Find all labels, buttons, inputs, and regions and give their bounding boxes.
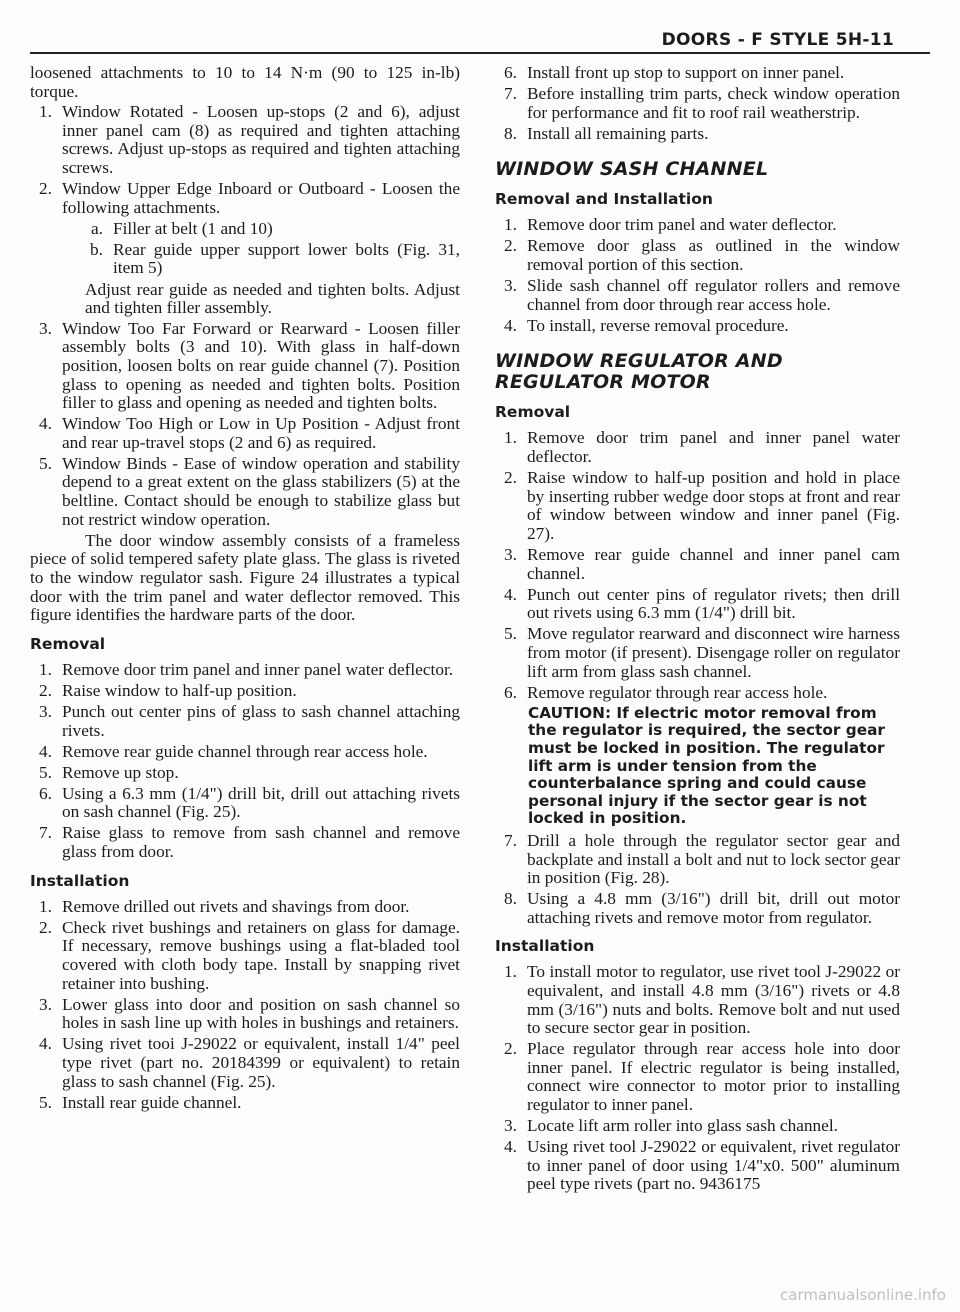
- list-item-text: To install, reverse removal procedure.: [527, 315, 789, 335]
- list-item-text: Before installing trim parts, check window operation for performance and fit to roof rail weatherstrip.: [527, 84, 900, 122]
- list-item: [495, 832, 900, 888]
- list-item-number: b.: [90, 239, 103, 259]
- list-item-number: 1.: [39, 102, 52, 122]
- list-item-text: Raise glass to remove from sash channel and remove glass from door.: [62, 823, 460, 862]
- list-item: [495, 1138, 900, 1194]
- list-item-text: Check rivet bushings and retainers on glass for damage. If necessary, remove bushings using a flat-bladed tool covered with cloth body tape. Install by snapping rivet retainer into bushing.: [62, 917, 460, 993]
- list-item-text: Window Rotated - Loosen up-stops (2 and 6), adjust inner panel cam (8) as required and tighten attaching screws. Adjust up-stops as required and tighten attaching screws.: [62, 102, 460, 177]
- list-item-text: Install all remaining parts.: [527, 123, 709, 143]
- list-item-number: a.: [91, 218, 103, 238]
- list-item-text: Place regulator through rear access hole into door inner panel. If electric regulator is being installed, connect wire connector to motor prior to installing regulator to inner panel.: [527, 1039, 900, 1115]
- list-item-number: 3.: [39, 318, 52, 338]
- install-continued-list: [495, 64, 900, 143]
- list-item: [495, 890, 900, 927]
- list-item-number: 1.: [504, 962, 517, 982]
- list-item: [30, 180, 460, 217]
- list-item-number: 8.: [504, 123, 517, 143]
- list-item: [495, 429, 900, 466]
- list-item-text: Remove door trim panel and inner panel water deflector.: [62, 659, 454, 679]
- list-item-number: 4.: [39, 414, 52, 434]
- list-item: [30, 682, 460, 701]
- list-item-text: Using rivet tool J-29022 or equivalent, rivet regulator to inner panel of door using 1/4"x0. 500" aluminum peel type rivets (part no. 9436175: [527, 1137, 900, 1194]
- regulator-installation-list: [495, 963, 900, 1194]
- list-item: [30, 919, 460, 993]
- left-column: [30, 64, 460, 1115]
- regulator-removal-list-2: [495, 832, 900, 927]
- list-item: [495, 625, 900, 681]
- list-item: [63, 220, 460, 239]
- list-item: [30, 764, 460, 783]
- list-item-number: 1.: [504, 215, 517, 235]
- right-column: [495, 64, 900, 1197]
- list-item-text: Install front up stop to support on inner panel.: [527, 63, 845, 82]
- regulator-heading: WINDOW REGULATOR AND REGULATOR MOTOR: [495, 350, 783, 394]
- list-item-number: 7.: [504, 830, 517, 850]
- list-item-number: 3.: [39, 994, 52, 1014]
- list-item-text: Raise window to half-up position.: [62, 680, 297, 700]
- list-item-text: Filler at belt (1 and 10): [113, 218, 273, 238]
- list-item-text: Remove door glass as outlined in the window removal portion of this section.: [527, 236, 900, 275]
- list-item: [495, 1117, 900, 1136]
- page-title: DOORS - F STYLE 5H-11: [661, 30, 894, 50]
- list-item-number: 5.: [39, 762, 52, 782]
- list-item: [63, 241, 460, 278]
- list-item-text: Remove drilled out rivets and shavings from door.: [62, 896, 410, 916]
- list-item-text: Move regulator rearward and disconnect wire harness from motor (if present). Disengage roller on regulator lift arm from glass sash channel.: [527, 624, 900, 681]
- list-item-text: Using rivet tooi J-29022 or equivalent, install 1/4" peel type rivet (part no. 20184399 or equivalent) to retain glass to sash channel (Fig. 25).: [62, 1034, 460, 1091]
- list-item-text: Using a 4.8 mm (3/16") drill bit, drill out motor attaching rivets and remove motor from regulator.: [527, 889, 900, 927]
- list-item: [495, 684, 900, 703]
- list-item: [30, 1094, 460, 1113]
- list-item-text: Punch out center pins of glass to sash channel attaching rivets.: [62, 701, 460, 740]
- removal-list: [30, 661, 460, 862]
- sash-list: [495, 216, 900, 335]
- list-item: [495, 64, 900, 83]
- list-item-number: 2.: [39, 917, 52, 937]
- list-item: [495, 85, 900, 122]
- list-item-text: Remove regulator through rear access hole.: [527, 682, 828, 702]
- list-item: [495, 1040, 900, 1114]
- list-item-number: 4.: [504, 315, 517, 335]
- list-item-text: Window Upper Edge Inboard or Outboard - Loosen the following attachments.: [62, 179, 460, 217]
- list-item: [495, 586, 900, 623]
- list-item: [495, 317, 900, 336]
- list-item-text: Install rear guide channel.: [62, 1092, 242, 1112]
- installation-list: [30, 898, 460, 1113]
- list-item-number: 3.: [504, 1116, 517, 1136]
- list-item-text: Window Too Far Forward or Rearward - Loosen filler assembly bolts (3 and 10). With glass in half-down position, loosen bolts on rear guide channel (7). Position glass to opening as needed and tighten bolts. Position filler to glass and opening as needed and tighten bolts.: [62, 318, 460, 413]
- list-item: [30, 661, 460, 680]
- list-item-number: 2.: [504, 236, 517, 256]
- list-item-number: 3.: [504, 276, 517, 296]
- list-item-text: Punch out center pins of regulator rivets; then drill out rivets using 6.3 mm (1/4") drill bit.: [527, 584, 900, 623]
- list-item-text: Slide sash channel off regulator rollers and remove channel from door through rear access hole.: [527, 276, 900, 314]
- list-item: [495, 963, 900, 1037]
- list-item-text: To install motor to regulator, use rivet tool J-29022 or equivalent, and install 4.8 mm (3/16") rivets or 4.8 mm (3/16") nuts and bolts. Remove bolt and nut used to secure sector gear in position.: [527, 962, 900, 1038]
- list-item: [495, 546, 900, 583]
- list-item-number: 7.: [39, 823, 52, 843]
- sash-channel-heading: WINDOW SASH CHANNEL: [495, 158, 769, 181]
- intro-paragraph: loosened attachments to 10 to 14 N·m (90 to 125 in-lb) torque.: [30, 63, 460, 101]
- list-item: [495, 216, 900, 235]
- list-item-text: Window Binds - Ease of window operation and stability depend to a great extent on the glass stabilizers (5) at the beltline. Contact should be enough to stabilize glass but not restrict window operation.: [62, 453, 460, 529]
- list-item-number: 1.: [39, 896, 52, 916]
- list-item-text: Remove rear guide channel through rear access hole.: [62, 741, 428, 761]
- list-item: [30, 415, 460, 452]
- list-item: [30, 703, 460, 740]
- removal-heading: Removal: [30, 634, 106, 653]
- list-item-text: Remove door trim panel and inner panel water deflector.: [527, 428, 900, 467]
- list-item-text: Using a 6.3 mm (1/4") drill bit, drill out attaching rivets on sash channel (Fig. 25).: [62, 783, 460, 822]
- list-item: [495, 237, 900, 274]
- list-item-text: Remove up stop.: [62, 762, 179, 782]
- adjust-list-a: [30, 103, 460, 217]
- list-item-number: 5.: [39, 1092, 52, 1112]
- list-item-number: 2.: [504, 468, 517, 488]
- list-item-number: 2.: [39, 680, 52, 700]
- regulator-removal-list: [495, 429, 900, 702]
- list-item: [30, 103, 460, 177]
- list-item-number: 2.: [504, 1039, 517, 1059]
- list-item-number: 4.: [39, 741, 52, 761]
- list-item-number: 4.: [504, 584, 517, 604]
- list-item-text: Rear guide upper support lower bolts (Fig. 31, item 5): [113, 239, 460, 278]
- list-item-number: 5.: [504, 624, 517, 644]
- list-item-number: 7.: [504, 84, 517, 104]
- list-item-number: 3.: [39, 701, 52, 721]
- header-rule: [30, 52, 930, 54]
- list-item-text: Lower glass into door and position on sash channel so holes in sash line up with holes in bushings and retainers.: [62, 994, 460, 1033]
- installation-heading: Installation: [30, 871, 130, 890]
- list-item-text: Drill a hole through the regulator sector gear and backplate and install a bolt and nut to lock sector gear in position (Fig. 28).: [527, 830, 900, 888]
- adjust-sub-list: [30, 220, 460, 278]
- list-item: [495, 469, 900, 543]
- list-item-text: Locate lift arm roller into glass sash channel.: [527, 1116, 838, 1136]
- list-item-number: 4.: [504, 1137, 517, 1157]
- list-item-number: 6.: [504, 63, 517, 82]
- list-item-text: Window Too High or Low in Up Position - Adjust front and rear up-travel stops (2 and 6) as required.: [62, 414, 460, 452]
- list-item-number: 2.: [39, 179, 52, 199]
- list-item: [30, 455, 460, 529]
- list-item: [30, 785, 460, 822]
- regulator-removal-heading: Removal: [495, 403, 571, 422]
- regulator-installation-heading: Installation: [495, 937, 595, 956]
- adjust-note: Adjust rear guide as needed and tighten bolts. Adjust and tighten filler assembly.: [85, 279, 460, 318]
- list-item: [30, 996, 460, 1033]
- list-item-number: 5.: [39, 453, 52, 473]
- list-item-text: Remove door trim panel and water deflector.: [527, 215, 837, 235]
- list-item: [30, 1035, 460, 1091]
- page-header: [30, 30, 930, 52]
- list-item-number: 8.: [504, 889, 517, 909]
- list-item-number: 4.: [39, 1034, 52, 1054]
- adjust-list-b: [30, 320, 460, 530]
- list-item-text: Remove rear guide channel and inner panel cam channel.: [527, 545, 900, 583]
- list-item: [30, 320, 460, 413]
- sash-subheading: Removal and Installation: [495, 190, 713, 209]
- watermark: carmanualsonline.info: [780, 1286, 946, 1304]
- list-item-number: 1.: [39, 659, 52, 679]
- list-item-text: Raise window to half-up position and hold in place by inserting rubber wedge door stops at front and rear of window between window and inner panel (Fig. 27).: [527, 468, 900, 543]
- list-item-number: 6.: [504, 682, 517, 702]
- list-item-number: 1.: [504, 428, 517, 448]
- list-item-number: 3.: [504, 545, 517, 564]
- list-item-number: 6.: [39, 783, 52, 803]
- list-item: [30, 743, 460, 762]
- description-paragraph: The door window assembly consists of a frameless piece of solid tempered safety plate glass. The glass is riveted to the window regulator sash. Figure 24 illustrates a typical door with the trim panel and water deflector removed. This figure identifies the hardware parts of the door.: [30, 530, 460, 625]
- list-item: [495, 125, 900, 144]
- list-item: [495, 277, 900, 314]
- caution-note: CAUTION: If electric motor removal from the regulator is required, the sector gear must be locked in position. The regulator lift arm is under tension from the counterbalance spring and could cause personal injury if the sector gear is not locked in position.: [528, 703, 885, 828]
- list-item: [30, 824, 460, 861]
- list-item: [30, 898, 460, 917]
